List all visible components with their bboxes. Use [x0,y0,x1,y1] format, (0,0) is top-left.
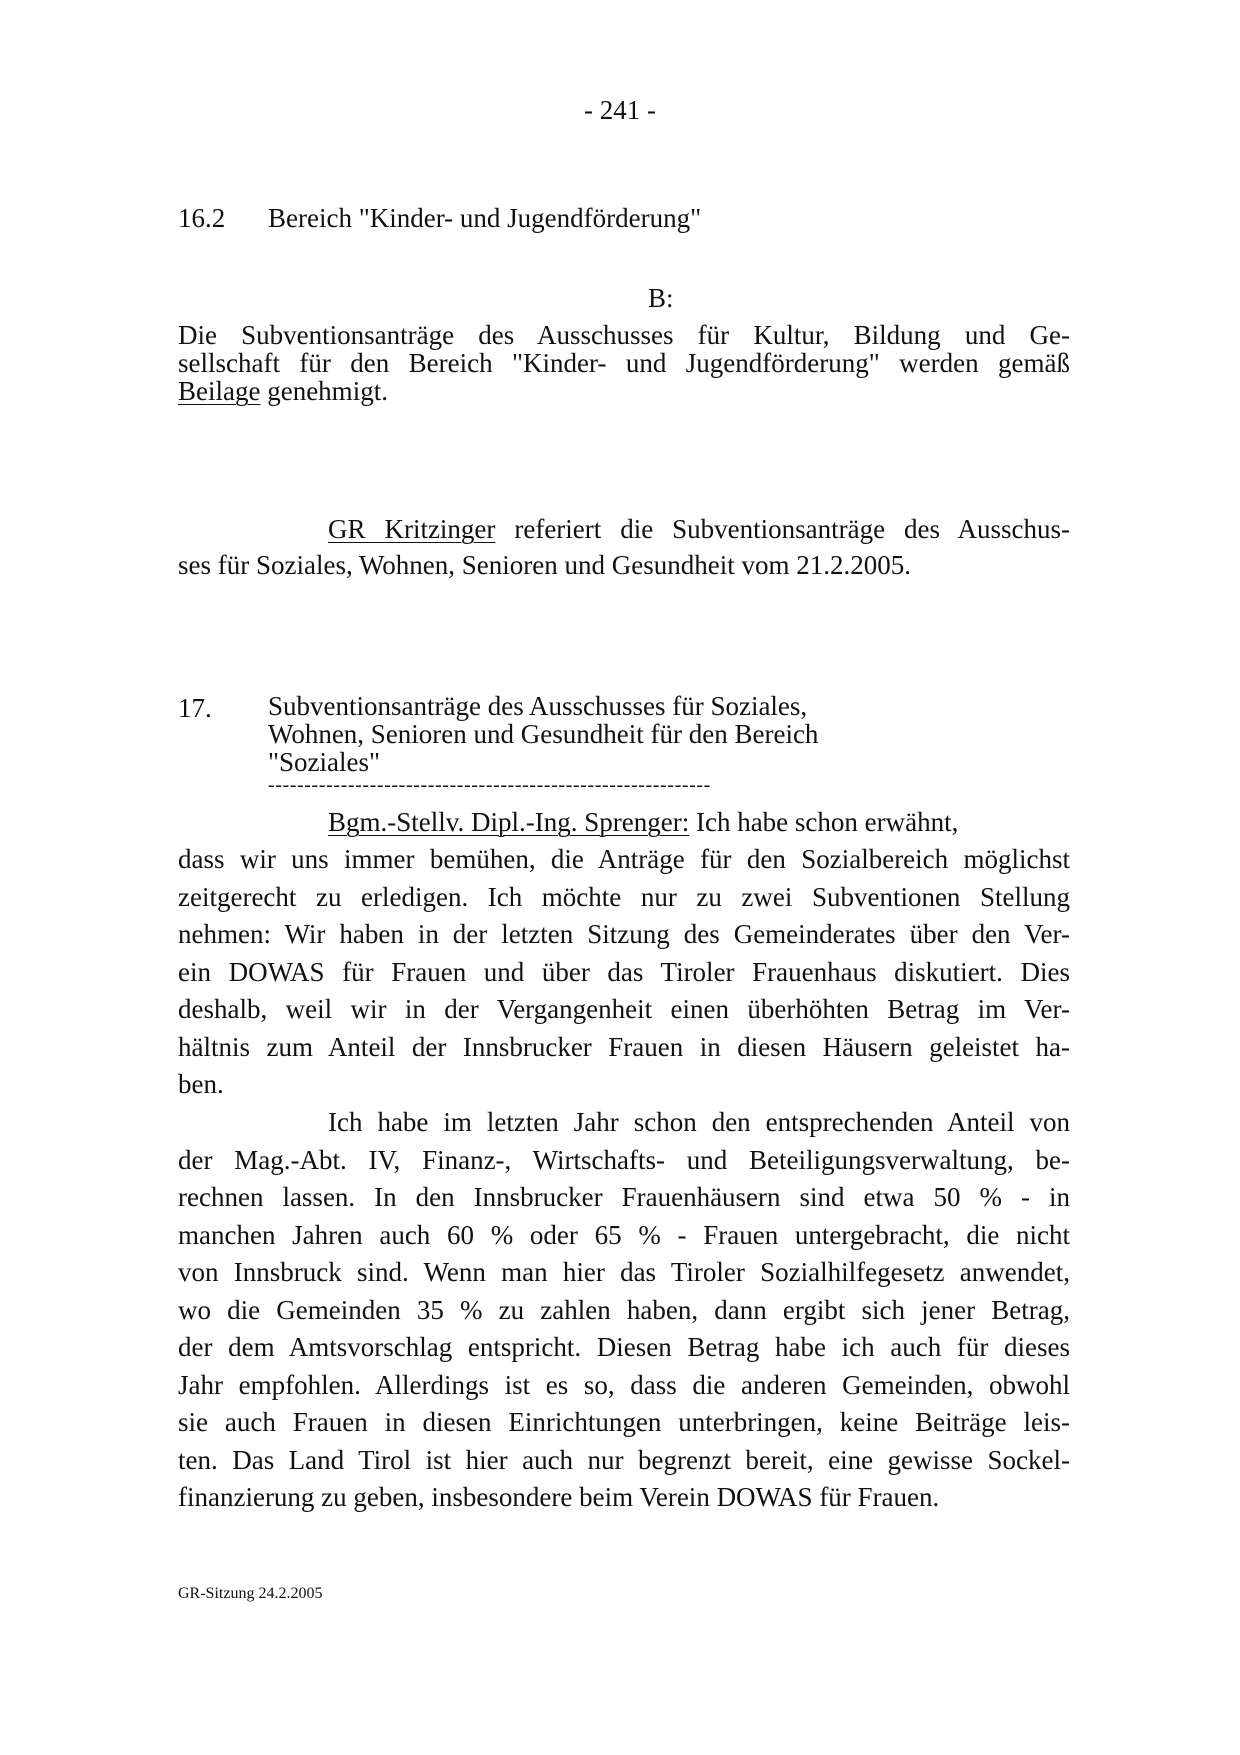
speech-p2-line: Jahr empfohlen. Allerdings ist es so, dass die anderen Gemeinden, obwohl [178,1370,1070,1400]
speech-p1-last-line: ben. [178,1069,224,1099]
decision-line-3 [178,378,1070,405]
decision-line-1: Die Subventionsanträge des Ausschusses für Kultur, Bildung und Ge- [178,320,1070,350]
speech-line-1-rest: Ich habe schon erwähnt, [689,807,959,837]
section-17-title-line-3: "Soziales" [268,747,381,777]
section-17-number: 17. [178,693,212,723]
decision-line-2: sellschaft für den Bereich "Kinder- und Jugendförderung" werden gemäß [178,348,1070,378]
speech-p2-line: von Innsbruck sind. Wenn man hier das Tiroler Sozialhilfegesetz anwendet, [178,1257,1070,1287]
speech-line-1 [328,807,1070,837]
section-17-separator: ------------------------------------------------------------- [268,774,711,796]
speech-p1-line: hältnis zum Anteil der Innsbrucker Frauen in diesen Häusern geleistet ha- [178,1032,1070,1062]
speaker-sprenger: Bgm.-Stellv. Dipl.-Ing. Sprenger: [328,807,690,837]
decision-line-3-rest: genehmigt. [260,376,388,406]
speech-p2-line: der dem Amtsvorschlag entspricht. Diesen Betrag habe ich auch für dieses [178,1332,1070,1362]
speech-p2-line: manchen Jahren auch 60 % oder 65 % - Frauen untergebracht, die nicht [178,1220,1070,1250]
speech-p1-line: deshalb, weil wir in der Vergangenheit einen überhöhten Betrag im Ver- [178,994,1070,1024]
section-16-2-title: Bereich "Kinder- und Jugendförderung" [268,203,702,233]
section-16-2-number: 16.2 [178,203,226,233]
report-line-2: ses für Soziales, Wohnen, Senioren und Gesundheit vom 21.2.2005. [178,550,911,580]
speech-p2-first-line: Ich habe im letzten Jahr schon den entsprechenden Anteil von [328,1107,1070,1137]
speech-p2-line: der Mag.-Abt. IV, Finanz-, Wirtschafts- und Beteiligungsverwaltung, be- [178,1145,1070,1175]
speech-p2-last-line: finanzierung zu geben, insbesondere beim Verein DOWAS für Frauen. [178,1482,940,1512]
beilage-link[interactable]: Beilage [178,376,261,406]
page-number: - 241 - [584,95,656,125]
footer-session-date: GR-Sitzung 24.2.2005 [178,1585,323,1602]
speaker-kritzinger: GR Kritzinger [328,514,496,544]
speech-p1-line: nehmen: Wir haben in der letzten Sitzung des Gemeinderates über den Ver- [178,919,1070,949]
speech-p2-line: ten. Das Land Tirol ist hier auch nur begrenzt bereit, eine gewisse Sockel- [178,1445,1070,1475]
section-17-title-line-2: Wohnen, Senioren und Gesundheit für den Bereich [268,719,819,749]
decision-label: B: [648,283,674,313]
report-line-1-rest: referiert die Subventionsanträge des Ausschus- [495,514,1070,544]
speech-p2-line: rechnen lassen. In den Innsbrucker Frauenhäusern sind etwa 50 % - in [178,1182,1070,1212]
section-17-title-line-1: Subventionsanträge des Ausschusses für Soziales, [268,691,808,721]
speech-p1-line: zeitgerecht zu erledigen. Ich möchte nur zu zwei Subventionen Stellung [178,882,1070,912]
report-line-1 [328,514,1070,544]
speech-p1-line: ein DOWAS für Frauen und über das Tiroler Frauenhaus diskutiert. Dies [178,957,1070,987]
speech-p2-line: wo die Gemeinden 35 % zu zahlen haben, dann ergibt sich jener Betrag, [178,1295,1070,1325]
speech-p1-line: dass wir uns immer bemühen, die Anträge für den Sozialbereich möglichst [178,844,1070,874]
speech-p2-line: sie auch Frauen in diesen Einrichtungen unterbringen, keine Beiträge leis- [178,1407,1070,1437]
